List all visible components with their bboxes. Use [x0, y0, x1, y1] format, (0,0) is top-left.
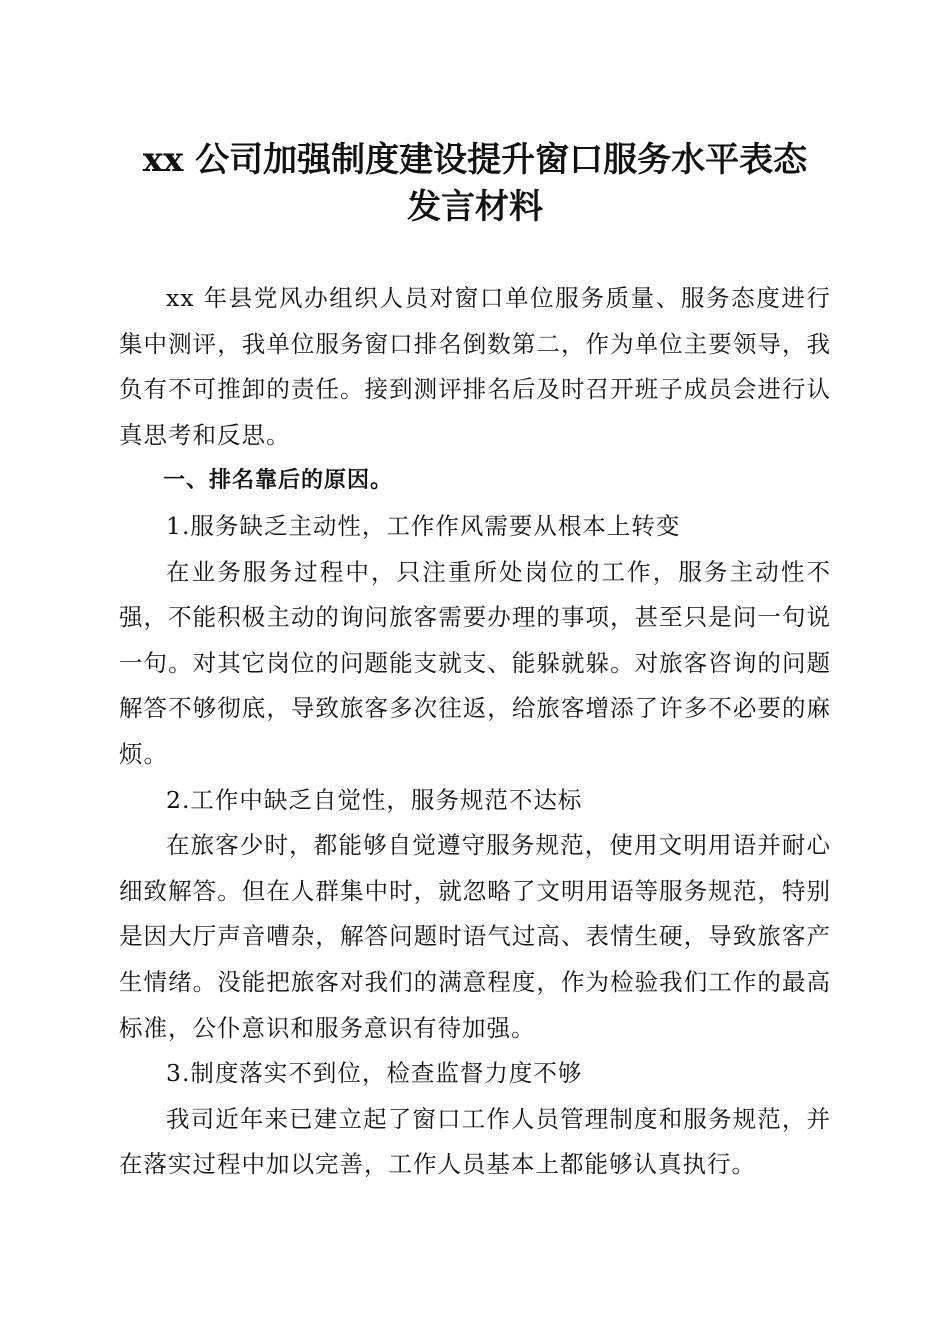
- body-paragraph-2: 在旅客少时，都能够自觉遵守服务规范，使用文明用语并耐心细致解答。但在人群集中时，就忽略了文明用语等服务规范，特别是因大厅声音嘈杂，解答问题时语气过高、表情生硬，导致旅客产生情绪。没能把旅客对我们的满意程度，作为检验我们工作的最高标准，公仆意识和服务意识有待加强。: [119, 831, 831, 1042]
- subheading-1: 1.服务缺乏主动性，工作作风需要从根本上转变: [166, 511, 681, 540]
- body-paragraph-1: 在业务服务过程中，只注重所处岗位的工作，服务主动性不强，不能积极主动的询问旅客需要办理的事项，甚至只是问一句说一句。对其它岗位的问题能支就支、能躲就躲。对旅客咨询的问题解答不够彻底，导致旅客多次往返，给旅客增添了许多不必要的麻烦。: [119, 557, 831, 768]
- intro-paragraph: xx 年县党风办组织人员对窗口单位服务质量、服务态度进行集中测评，我单位服务窗口排名倒数第二，作为单位主要领导，我负有不可推卸的责任。接到测评排名后及时召开班子成员会进行认真思考和反思。: [119, 284, 831, 449]
- body-paragraph-3: 我司近年来已建立起了窗口工作人员管理制度和服务规范，并在落实过程中加以完善，工作人员基本上都能够认真执行。: [119, 1104, 831, 1179]
- document-title-line-2: 发言材料: [407, 187, 543, 227]
- subheading-2: 2.工作中缺乏自觉性，服务规范不达标: [166, 785, 583, 814]
- document-title-line-1: xx 公司加强制度建设提升窗口服务水平表态: [142, 140, 808, 180]
- document-body: [119, 276, 831, 1188]
- subheading-3: 3.制度落实不到位，检查监督力度不够: [166, 1059, 583, 1088]
- section-heading: 一、排名靠后的原因。: [163, 468, 394, 494]
